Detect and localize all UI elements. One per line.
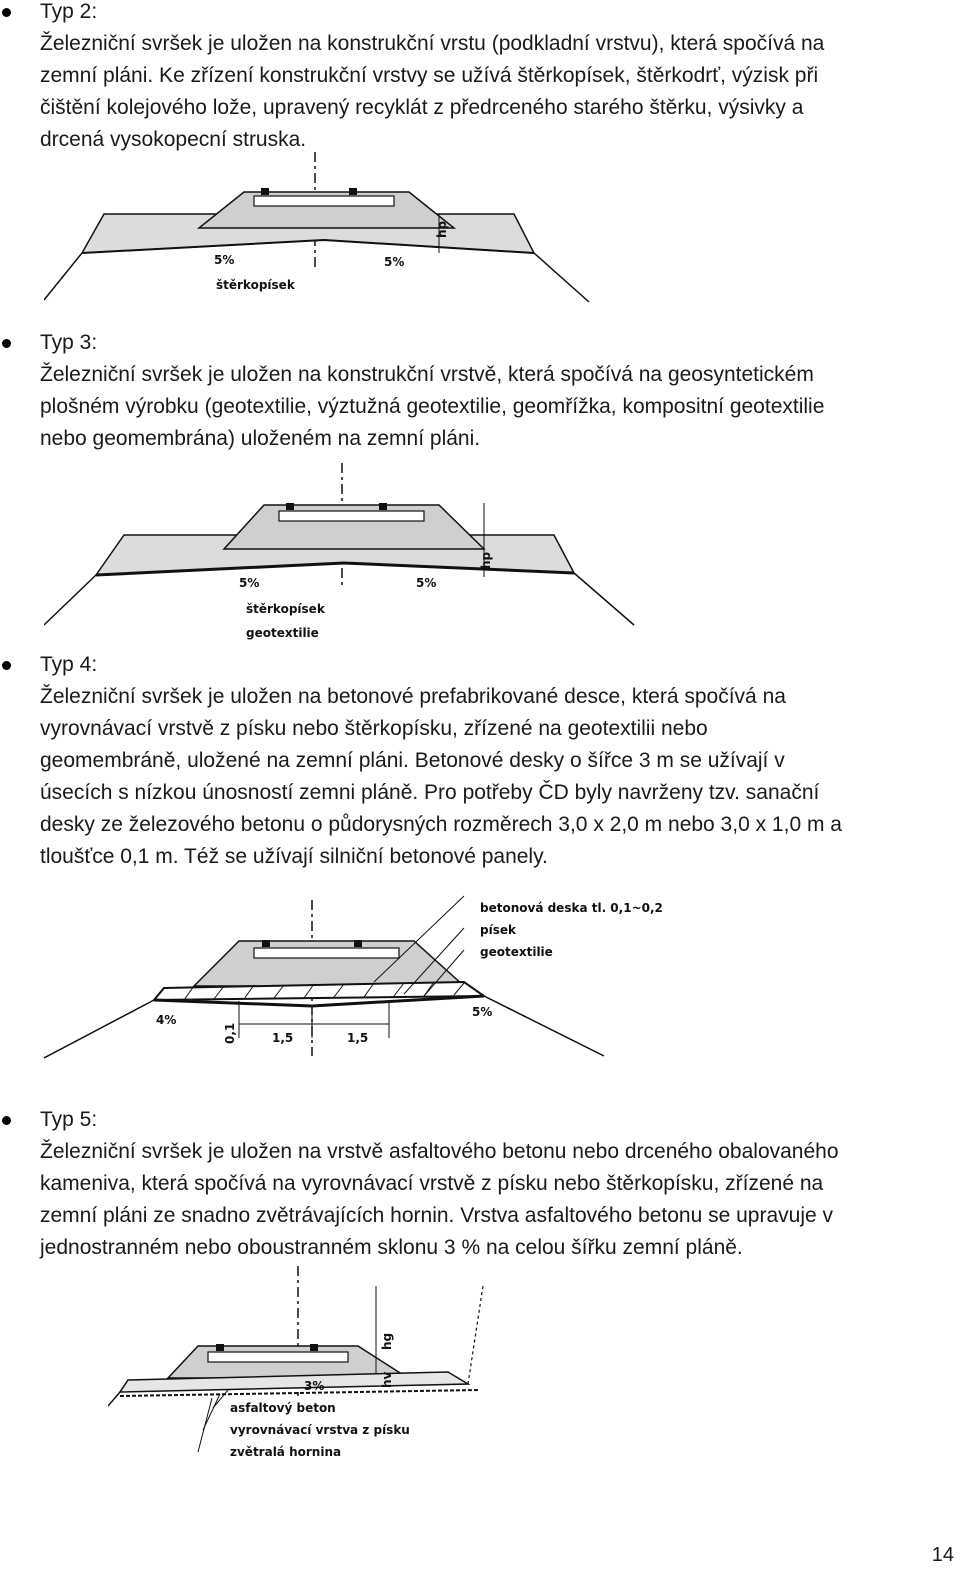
- text-line: drcená vysokopecní struska.: [40, 128, 307, 151]
- slope-label: 5%: [416, 576, 437, 590]
- text-line: vyrovnávací vrstvě z písku nebo štěrkopísku, zřízené na geotextilii nebo: [40, 717, 708, 740]
- text-line: Železniční svršek je uložen na betonové prefabrikované desce, která spočívá na: [40, 685, 786, 708]
- section-heading: Typ 4:: [40, 653, 98, 676]
- dimension-label: 1,5: [272, 1031, 294, 1045]
- text-line: zemní pláni. Ke zřízení konstrukční vrstvy se užívá štěrkopísek, štěrkodrť, výzisk při: [40, 64, 819, 87]
- section-heading: Typ 2:: [40, 0, 98, 23]
- section-typ-2: [40, 0, 955, 156]
- text-line: geomembráně, uložené na zemní pláni. Betonové desky o šířce 3 m se užívají v: [40, 749, 785, 772]
- text-line: zemní pláni ze snadno zvětrávajících hornin. Vrstva asfaltového betonu se upravuje v: [40, 1204, 834, 1227]
- plate-label: betonová deska tl. 0,1~0,2: [480, 901, 663, 915]
- rock-label: zvětralá hornina: [230, 1445, 342, 1459]
- diagram-typ-4: [44, 876, 720, 1098]
- height-label: hp: [435, 220, 449, 238]
- asphalt-label: asfaltový beton: [230, 1401, 336, 1415]
- section-typ-4: [40, 649, 955, 873]
- leveling-label: vyrovnávací vrstva z písku: [230, 1423, 410, 1437]
- dimension-label: 1,5: [347, 1031, 369, 1045]
- bullet: [2, 339, 11, 348]
- bullet: [2, 1116, 11, 1125]
- text-line: jednostranném nebo oboustranném sklonu 3 % na celou šířku zemní pláně.: [40, 1236, 743, 1259]
- text-line: plošném výrobku (geotextilie, výztužná geotextilie, geomřížka, kompositní geotextilie: [40, 395, 825, 418]
- slope-label: 4%: [156, 1013, 177, 1027]
- page-number: 14: [931, 1544, 954, 1566]
- text-line: desky ze železového betonu o půdorysných rozměrech 3,0 x 2,0 m nebo 3,0 x 1,0 m a: [40, 813, 842, 836]
- text-line: čištění kolejového lože, upravený recyklát z předrceného starého štěrku, výsivky a: [40, 96, 804, 119]
- section-typ-3: [40, 327, 955, 455]
- sand-label: písek: [480, 923, 516, 937]
- text-line: Železniční svršek je uložen na konstrukční vrstvě, která spočívá na geosyntetickém: [40, 363, 814, 386]
- diagram-typ-3: [44, 457, 658, 643]
- slope-label: 5%: [472, 1005, 493, 1019]
- layer-label: štěrkopísek: [216, 278, 295, 292]
- text-line: nebo geomembrána) uloženém na zemní pláni.: [40, 427, 481, 450]
- layer-label: štěrkopísek: [246, 602, 325, 616]
- text-line: úsecích s nízkou únosností zemni pláně. Pro potřeby ČD byly navrženy tzv. sanační: [40, 781, 820, 804]
- thickness-label: 0,1: [223, 1022, 237, 1044]
- hv-label: hv: [380, 1371, 394, 1388]
- slope-label: 3%: [304, 1379, 325, 1393]
- section-heading: Typ 5:: [40, 1108, 98, 1131]
- hg-label: hg: [380, 1332, 394, 1350]
- slope-label: 5%: [214, 253, 235, 267]
- height-label: hp: [479, 551, 493, 569]
- slope-label: 5%: [239, 576, 260, 590]
- text-line: tloušťce 0,1 m. Též se užívají silniční betonové panely.: [40, 845, 548, 868]
- bullet: [2, 8, 11, 17]
- text-line: Železniční svršek je uložen na konstrukční vrstu (podkladní vrstvu), která spočívá na: [40, 32, 825, 55]
- section-heading: Typ 3:: [40, 331, 98, 354]
- diagram-typ-2: [44, 152, 609, 324]
- bullet: [2, 661, 11, 670]
- slope-label: 5%: [384, 255, 405, 269]
- geotextile-label: geotextilie: [480, 945, 553, 959]
- geotextile-label: geotextilie: [246, 626, 319, 640]
- section-typ-5: [40, 1104, 955, 1264]
- text-line: kameniva, která spočívá na vyrovnávací vrstvě z písku nebo štěrkopísku, zřízené na: [40, 1172, 824, 1195]
- diagram-typ-5: [108, 1266, 530, 1476]
- text-line: Železniční svršek je uložen na vrstvě asfaltového betonu nebo drceného obalovaného: [40, 1140, 839, 1163]
